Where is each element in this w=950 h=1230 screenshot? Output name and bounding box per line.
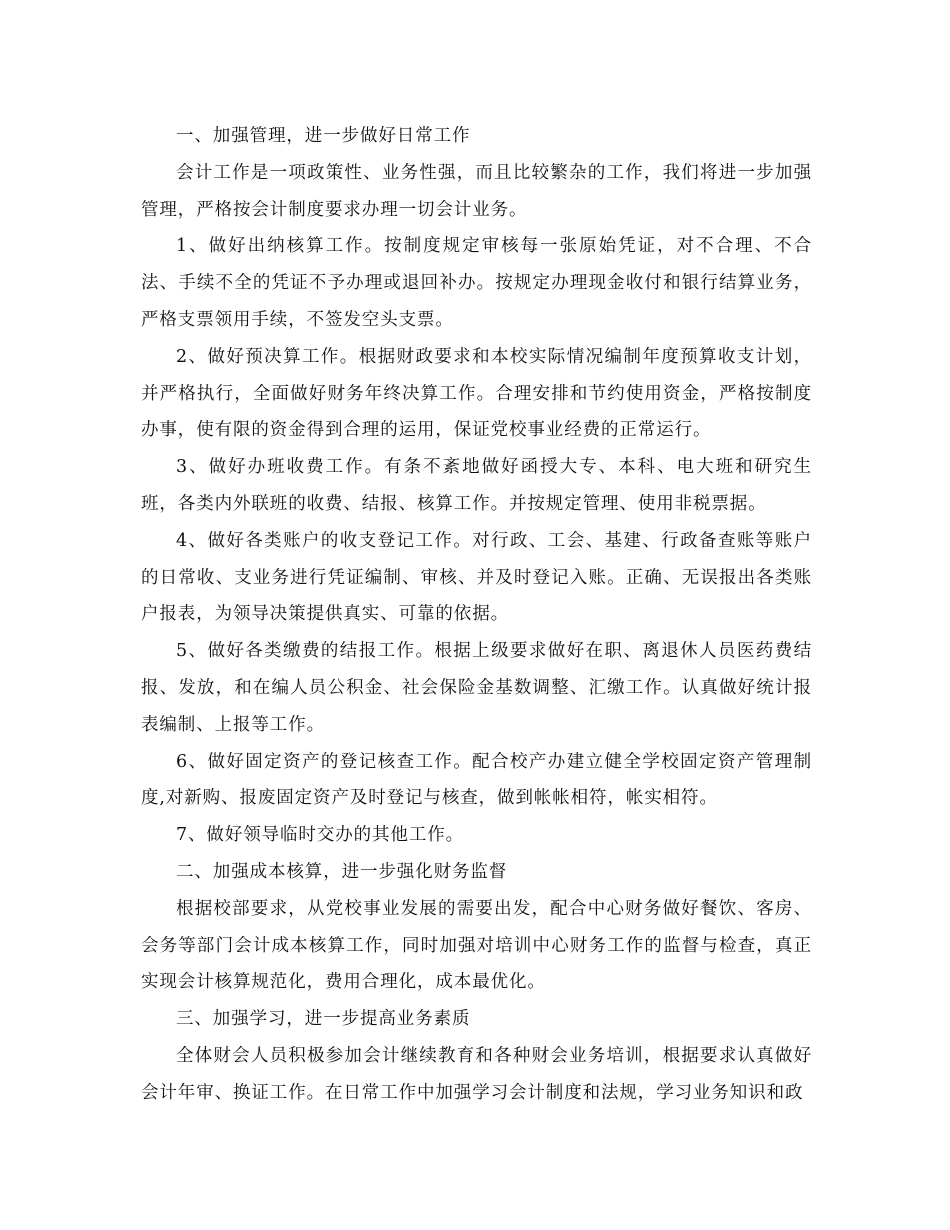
paragraph-intro: 会计工作是一项政策性、业务性强，而且比较繁杂的工作，我们将进一步加强管理，严格按会计制度要求办理一切会计业务。 [141,162,812,220]
paragraph-item-1: 1、做好出纳核算工作。按制度规定审核每一张原始凭证，对不合理、不合法、手续不全的凭证不予办理或退回补办。按规定办理现金收付和银行结算业务，严格支票领用手续，不签发空头支票。 [141,236,812,330]
section-heading-3: 三、加强学习，进一步提高业务素质 [176,1009,471,1030]
paragraph-item-5: 5、做好各类缴费的结报工作。根据上级要求做好在职、离退休人员医药费结报、发放，和在编人员公积金、社会保险金基数调整、汇缴工作。认真做好统计报表编制、上报等工作。 [141,641,812,735]
paragraph-cost-accounting: 根据校部要求，从党校事业发展的需要出发，配合中心财务做好餐饮、客房、会务等部门会计成本核算工作，同时加强对培训中心财务工作的监督与检查，真正实现会计核算规范化，费用合理化，成本最优化。 [141,898,812,993]
paragraph-item-2: 2、做好预决算工作。根据财政要求和本校实际情况编制年度预算收支计划，并严格执行，全面做好财务年终决算工作。合理安排和节约使用资金，严格按制度办事，使有限的资金得到合理的运用，保证党校事业经费的正常运行。 [141,346,812,441]
paragraph-item-6: 6、做好固定资产的登记核查工作。配合校产办建立健全学校固定资产管理制度,对新购、报废固定资产及时登记与核查，做到帐帐相符，帐实相符。 [141,751,812,809]
paragraph-item-3: 3、做好办班收费工作。有条不紊地做好函授大专、本科、电大班和研究生班，各类内外联班的收费、结报、核算工作。并按规定管理、使用非税票据。 [141,457,812,514]
section-heading-2: 二、加强成本核算，进一步强化财务监督 [176,861,508,882]
paragraph-item-7: 7、做好领导临时交办的其他工作。 [176,825,465,846]
paragraph-study: 全体财会人员积极参加会计继续教育和各种财会业务培训，根据要求认真做好会计年审、换证工作。在日常工作中加强学习会计制度和法规，学习业务知识和政 [141,1045,812,1103]
section-heading-1: 一、加强管理，进一步做好日常工作 [176,126,471,146]
paragraph-item-4: 4、做好各类账户的收支登记工作。对行政、工会、基建、行政备查账等账户的日常收、支业务进行凭证编制、审核、并及时登记入账。正确、无误报出各类账户报表，为领导决策提供真实、可靠的依据。 [141,530,812,625]
